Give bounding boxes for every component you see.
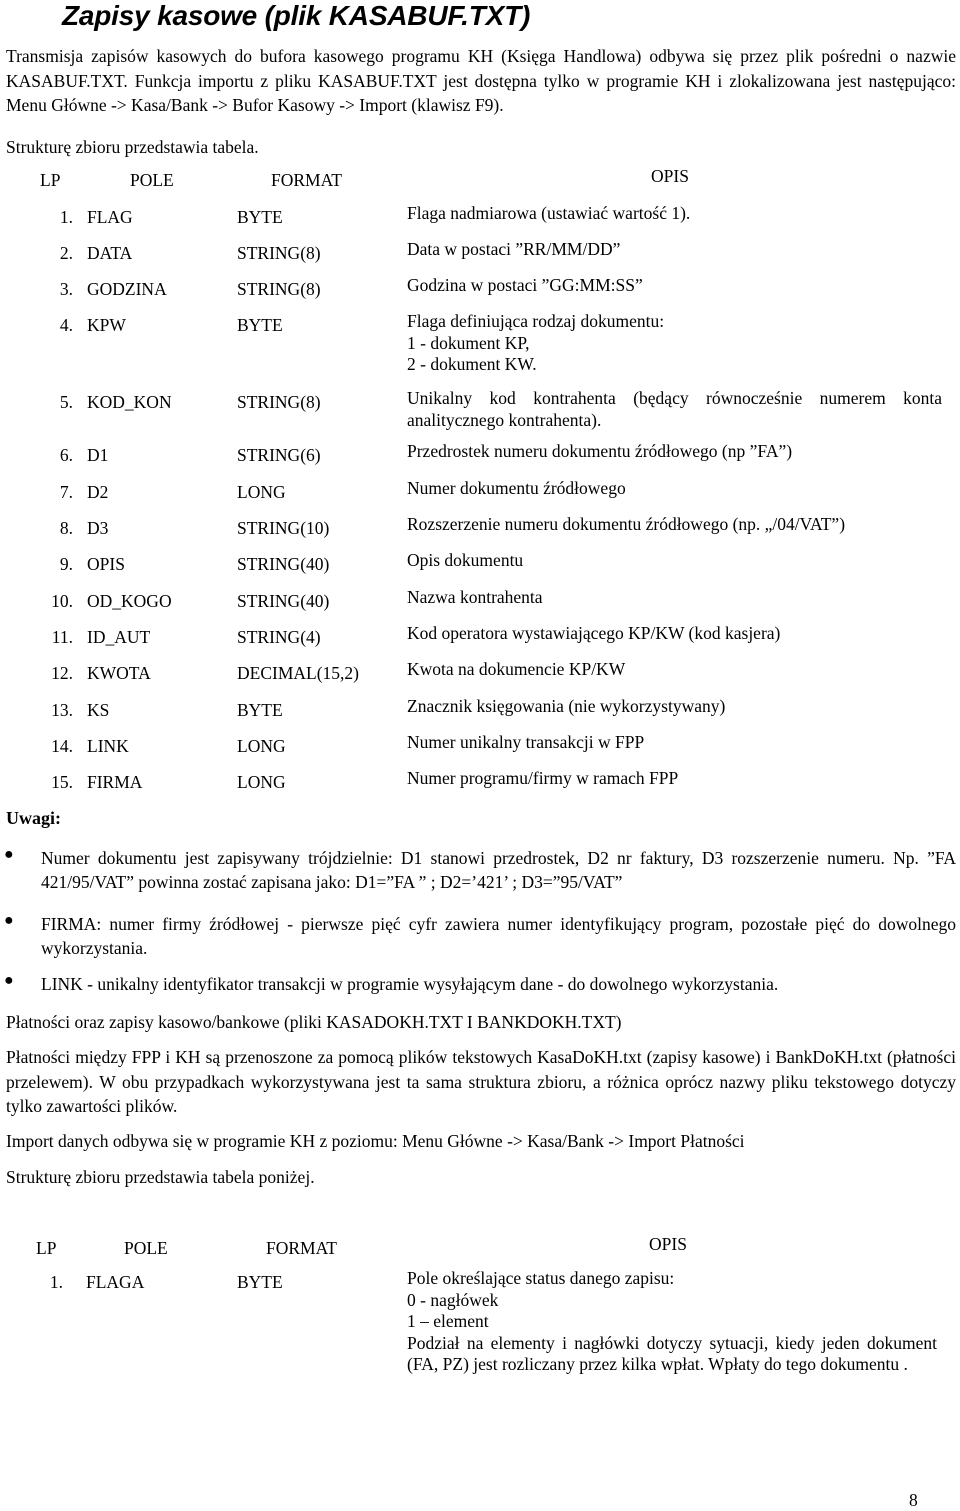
cell-lp: 3. xyxy=(59,279,73,299)
opis-line: Flaga nadmiarowa (ustawiać wartość 1). xyxy=(407,203,691,223)
opis-line: 0 - nagłówek xyxy=(407,1289,499,1310)
cell-format: STRING(8) xyxy=(237,279,321,299)
opis-line: Rozszerzenie numeru dokumentu źródłowego (np. „/04/VAT”) xyxy=(407,514,846,534)
cell-lp: 6. xyxy=(59,445,73,465)
opis-line: Data w postaci ”RR/MM/DD” xyxy=(407,239,621,259)
table1-header-pole: POLE xyxy=(130,170,174,190)
opis-line: Opis dokumentu xyxy=(407,550,524,570)
page-title: Zapisy kasowe (plik KASABUF.TXT) xyxy=(62,0,531,31)
cell-lp: 10. xyxy=(51,591,73,611)
cell-pole: OD_KOGO xyxy=(87,591,172,611)
opis-line: Przedrostek numeru dokumentu źródłowego (np ”FA”) xyxy=(407,441,793,461)
opis-line: 2 - dokument KW. xyxy=(407,354,537,374)
cell-lp: 4. xyxy=(59,315,73,335)
cell-opis xyxy=(407,203,942,225)
cell-lp: 14. xyxy=(51,736,73,756)
cell-pole: D3 xyxy=(87,518,109,538)
opis-line: Podział na elementy i nagłówki dotyczy sytuacji, kiedy jeden dokument (FA, PZ) jest rozliczany przez kilka wpłat. Wpłaty do tego dokumentu . xyxy=(407,1332,937,1374)
cell-pole: FLAG xyxy=(87,207,133,227)
section2-paragraph-2: Import danych odbywa się w programie KH z poziomu: Menu Główne -> Kasa/Bank -> Import Płatności xyxy=(6,1131,745,1151)
table1-header-lp: LP xyxy=(40,170,61,190)
section2-paragraph-1: Płatności między FPP i KH są przenoszone za pomocą plików tekstowych KasaDoKH.txt (zapisy kasowe) i BankDoKH.txt (płatności przelewem). W obu przypadkach wykorzystywana jest ta sama struktura zbioru, a różnica oprócz nazwy pliku tekstowego dotyczy tylko zawartości plików. xyxy=(6,1047,956,1116)
cell-opis xyxy=(407,732,942,754)
cell-pole: KOD_KON xyxy=(87,392,172,412)
cell-lp: 13. xyxy=(51,700,73,720)
uwagi-label: Uwagi: xyxy=(6,808,61,828)
cell-lp: 1. xyxy=(49,1272,63,1292)
bullet-icon: ● xyxy=(4,972,14,989)
table1-header-opis: OPIS xyxy=(651,166,689,186)
table2-header-opis: OPIS xyxy=(649,1234,687,1254)
cell-opis xyxy=(407,388,942,431)
cell-format: STRING(40) xyxy=(237,554,330,574)
cell-opis xyxy=(407,696,942,718)
opis-line: Znacznik księgowania (nie wykorzystywany) xyxy=(407,696,726,716)
cell-format: STRING(4) xyxy=(237,627,321,647)
cell-lp: 2. xyxy=(59,243,73,263)
cell-pole: KS xyxy=(87,700,110,720)
list-item-text: Numer dokumentu jest zapisywany trójdzielnie: D1 stanowi przedrostek, D2 nr faktury, D3 rozszerzenie numeru. Np. ”FA 421/95/VAT” powinna zostać zapisana jako: D1=”FA ” ; D2=’421’ ; D3=”95/VAT” xyxy=(41,848,956,892)
page-number: 8 xyxy=(909,1490,918,1510)
opis-line: Numer unikalny transakcji w FPP xyxy=(407,732,645,752)
bullet-icon: ● xyxy=(4,846,14,863)
cell-opis xyxy=(407,478,942,500)
opis-line: Nazwa kontrahenta xyxy=(407,587,543,607)
cell-pole: D1 xyxy=(87,445,109,465)
cell-opis xyxy=(407,550,942,572)
opis-line: Flaga definiująca rodzaj dokumentu: xyxy=(407,311,665,331)
cell-opis xyxy=(407,587,942,609)
cell-lp: 11. xyxy=(51,627,73,647)
cell-lp: 15. xyxy=(51,772,73,792)
cell-pole: DATA xyxy=(87,243,133,263)
cell-lp: 9. xyxy=(59,554,73,574)
cell-format: BYTE xyxy=(237,1272,283,1292)
cell-lp: 5. xyxy=(59,392,73,412)
opis-line: Kod operatora wystawiającego KP/KW (kod kasjera) xyxy=(407,623,781,643)
list-item-text: FIRMA: numer firmy źródłowej - pierwsze pięć cyfr zawiera numer identyfikujący program, pozostałe pięć do dowolnego wykorzystania. xyxy=(41,914,956,958)
cell-pole: GODZINA xyxy=(87,279,167,299)
cell-pole: LINK xyxy=(87,736,129,756)
cell-pole: OPIS xyxy=(87,554,125,574)
table2-caption: Strukturę zbioru przedstawia tabela poniżej. xyxy=(6,1167,315,1187)
cell-format: BYTE xyxy=(237,207,283,227)
section2-heading: Płatności oraz zapisy kasowo/bankowe (pliki KASADOKH.TXT I BANKDOKH.TXT) xyxy=(6,1012,622,1032)
table2-header-pole: POLE xyxy=(124,1238,168,1258)
cell-pole: FLAGA xyxy=(86,1272,145,1292)
list-item-text: LINK - unikalny identyfikator transakcji w programie wysyłającym dane - do dowolnego wykorzystania. xyxy=(41,974,779,994)
cell-opis xyxy=(407,768,942,790)
cell-format: BYTE xyxy=(237,315,283,335)
cell-pole: KWOTA xyxy=(87,663,151,683)
cell-pole: FIRMA xyxy=(87,772,143,792)
cell-format: STRING(6) xyxy=(237,445,321,465)
opis-line: 1 – element xyxy=(407,1311,489,1331)
opis-line: Kwota na dokumencie KP/KW xyxy=(407,659,626,679)
opis-line: Unikalny kod kontrahenta (będący równocześnie numerem konta analitycznego kontrahenta). xyxy=(407,388,942,430)
cell-opis xyxy=(407,623,942,645)
cell-format: STRING(40) xyxy=(237,591,330,611)
cell-format: LONG xyxy=(237,736,286,756)
opis-line: Numer programu/firmy w ramach FPP xyxy=(407,768,679,788)
cell-opis xyxy=(407,239,942,261)
opis-line: Godzina w postaci ”GG:MM:SS” xyxy=(407,275,643,295)
table1-header-format: FORMAT xyxy=(271,170,342,190)
cell-opis xyxy=(407,275,942,297)
intro-paragraph: Transmisja zapisów kasowych do bufora kasowego programu KH (Księga Handlowa) odbywa się przez plik pośredni o nazwie KASABUF.TXT. Funkcja importu z pliku KASABUF.TXT jest dostępna tylko w programie KH i zlokalizowana jest następująco: Menu Główne -> Kasa/Bank -> Bufor Kasowy -> Import (klawisz F9). xyxy=(6,46,956,115)
cell-format: STRING(8) xyxy=(237,392,321,412)
cell-format: LONG xyxy=(237,482,286,502)
opis-line: 1 - dokument KP, xyxy=(407,332,530,353)
table2-header-format: FORMAT xyxy=(266,1238,337,1258)
table1-caption: Strukturę zbioru przedstawia tabela. xyxy=(6,137,259,157)
bullet-icon: ● xyxy=(4,912,14,929)
cell-pole: KPW xyxy=(87,315,126,335)
cell-opis xyxy=(407,514,942,536)
cell-lp: 7. xyxy=(59,482,73,502)
cell-lp: 8. xyxy=(59,518,73,538)
cell-lp: 1. xyxy=(59,207,73,227)
cell-opis xyxy=(407,1268,937,1376)
cell-pole: ID_AUT xyxy=(87,627,151,647)
cell-format: LONG xyxy=(237,772,286,792)
table2-header-lp: LP xyxy=(36,1238,57,1258)
opis-line: Numer dokumentu źródłowego xyxy=(407,478,626,498)
opis-line: Pole określające status danego zapisu: xyxy=(407,1268,675,1288)
cell-opis xyxy=(407,659,942,681)
cell-opis xyxy=(407,311,942,376)
cell-lp: 12. xyxy=(51,663,73,683)
cell-format: BYTE xyxy=(237,700,283,720)
cell-format: DECIMAL(15,2) xyxy=(237,663,359,683)
cell-opis xyxy=(407,441,942,463)
cell-pole: D2 xyxy=(87,482,109,502)
cell-format: STRING(8) xyxy=(237,243,321,263)
cell-format: STRING(10) xyxy=(237,518,330,538)
